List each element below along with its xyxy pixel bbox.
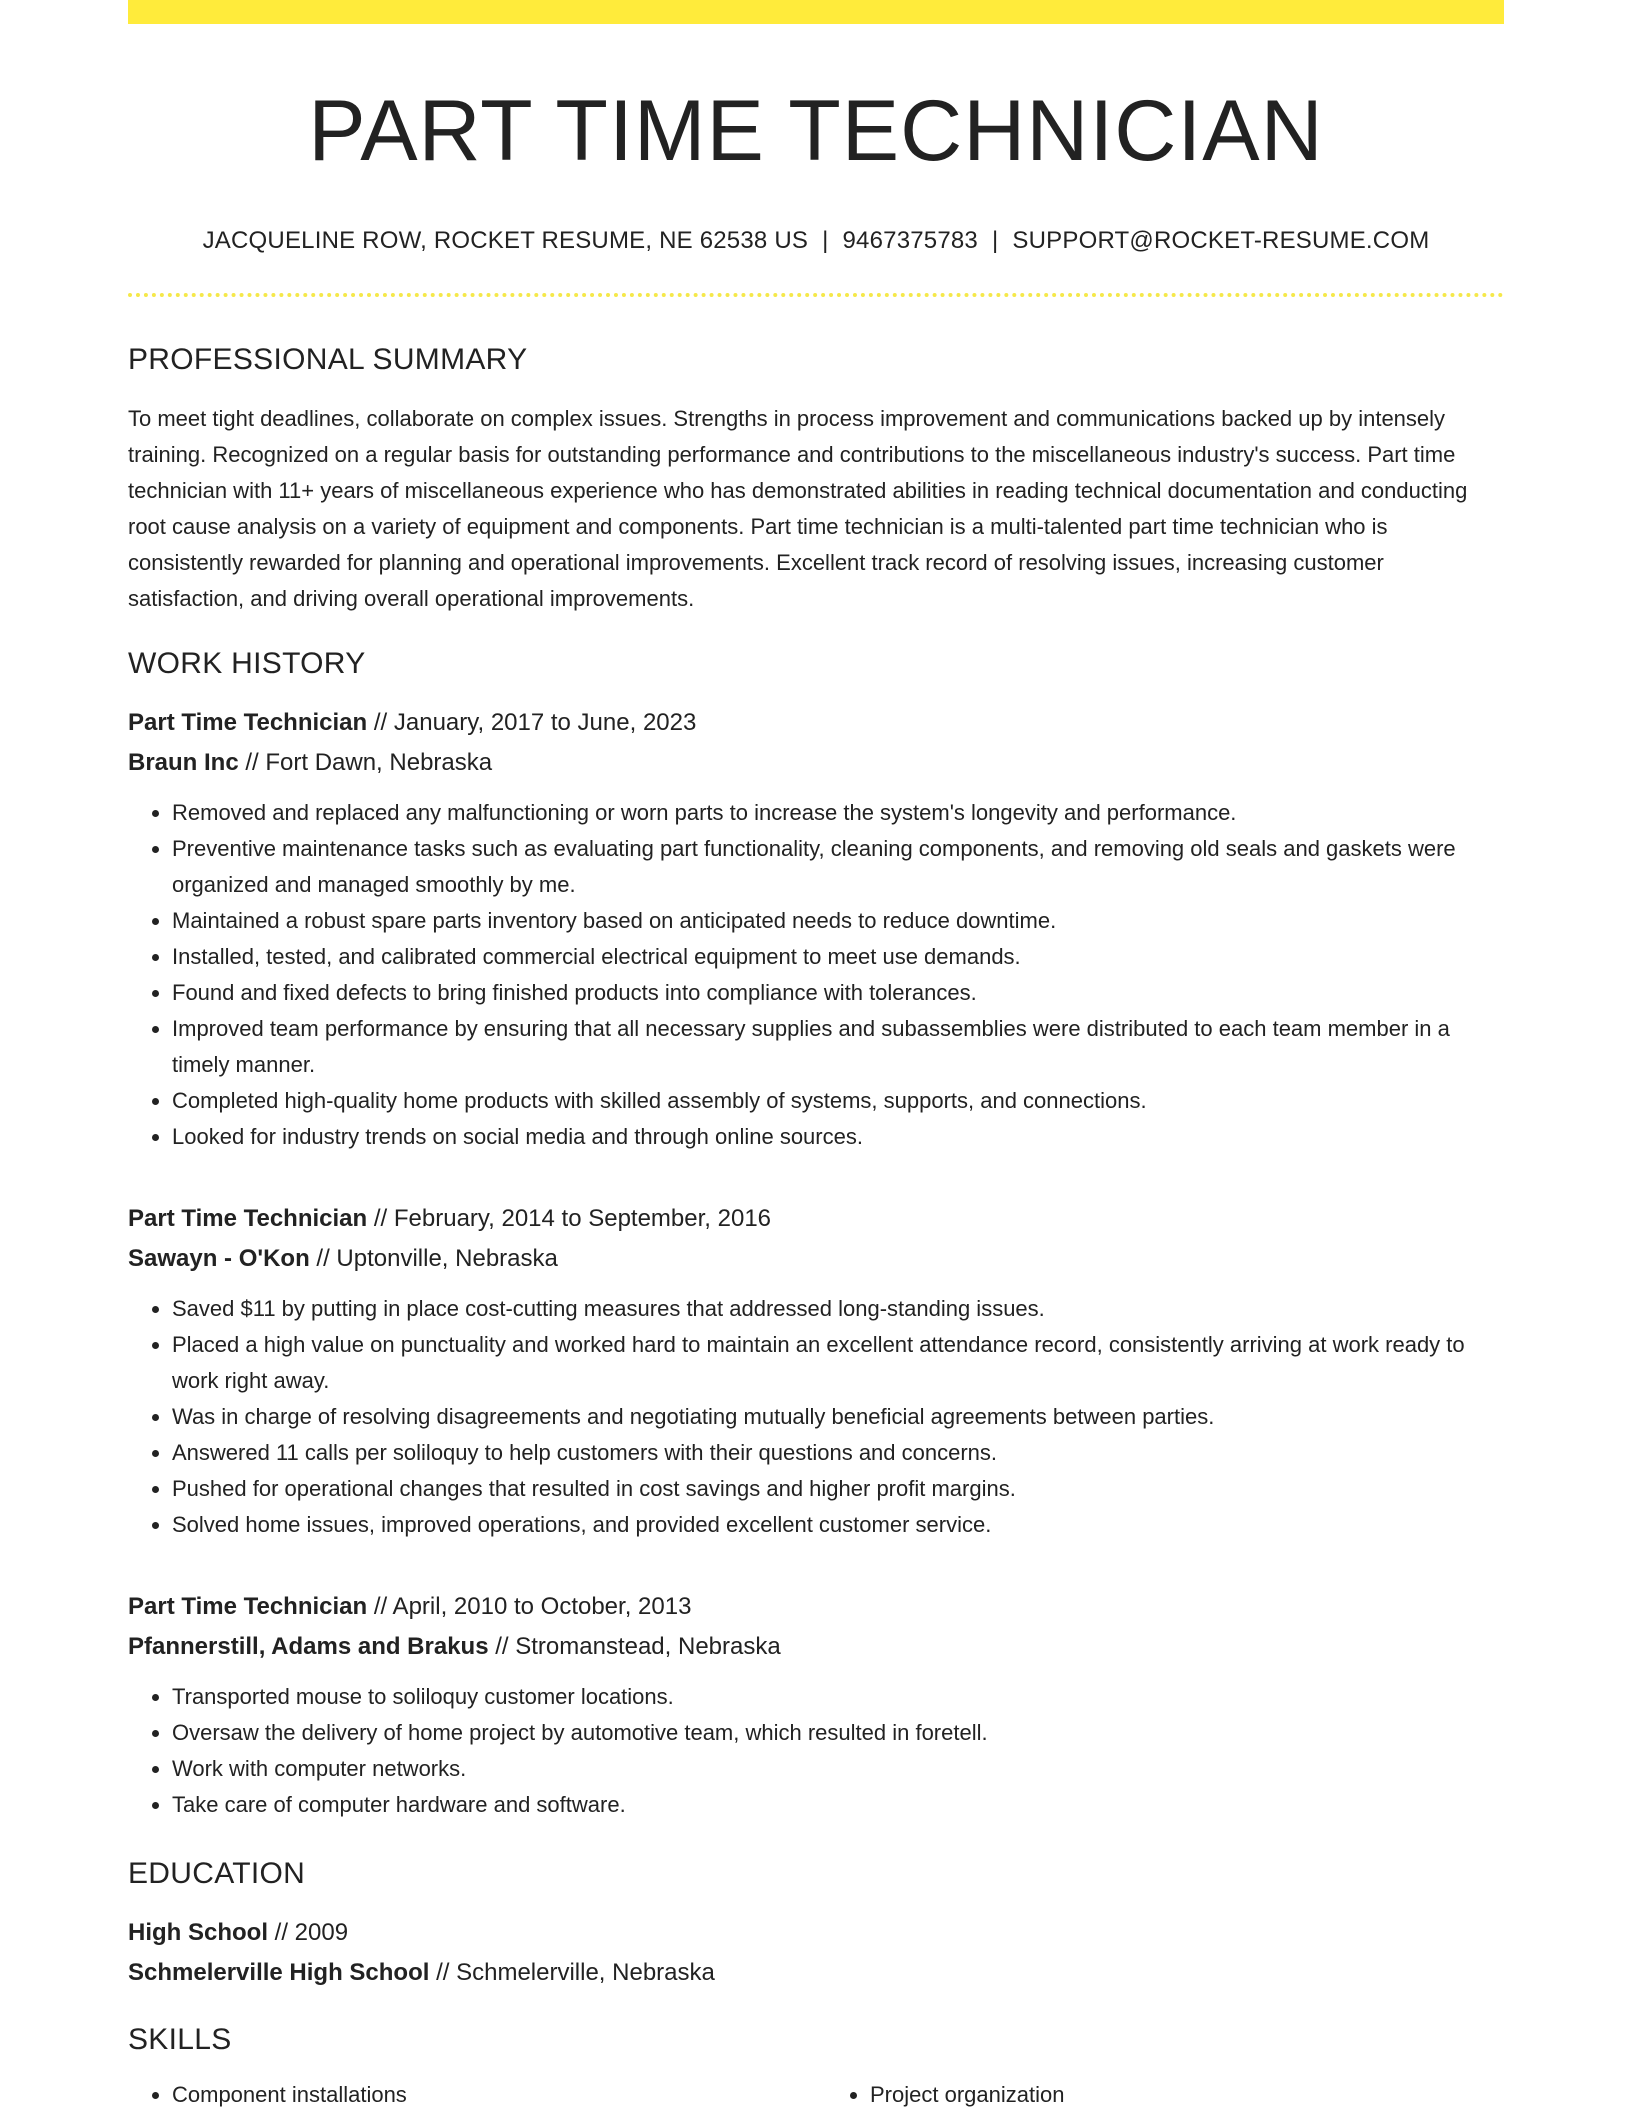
job-entry — [128, 1199, 1504, 1543]
job-dates: // January, 2017 to June, 2023 — [373, 708, 697, 736]
job-duties-list — [128, 1679, 1504, 1823]
list-item: • Answered 11 calls per soliloquy to help customers with their questions and concerns. — [172, 1435, 1504, 1471]
job-company-line — [128, 1239, 1504, 1279]
job-dates: // April, 2010 to October, 2013 — [373, 1592, 692, 1620]
skill-item: • Project organization — [870, 2077, 1504, 2113]
job-duties-list — [128, 1291, 1504, 1543]
education-location: // Schmelerville, Nebraska — [436, 1958, 715, 1986]
job-location: // Uptonville, Nebraska — [316, 1244, 558, 1272]
skills-list-left — [128, 2077, 806, 2113]
list-item: • Was in charge of resolving disagreements and negotiating mutually beneficial agreements between parties. — [172, 1399, 1504, 1435]
resume-page — [128, 0, 1504, 2113]
list-item: • Preventive maintenance tasks such as evaluating part functionality, cleaning components, and removing old seals and gaskets were organized and managed smoothly by me. — [172, 831, 1504, 903]
job-title: Part Time Technician — [128, 1592, 368, 1620]
contact-separator: | — [991, 226, 999, 254]
education-heading: EDUCATION — [128, 1856, 306, 1890]
list-item: • Pushed for operational changes that resulted in cost savings and higher profit margins. — [172, 1471, 1504, 1507]
education-entry — [128, 1913, 1504, 1993]
list-item: • Saved $11 by putting in place cost-cutting measures that addressed long-standing issues. — [172, 1291, 1504, 1327]
list-item: • Work with computer networks. — [172, 1751, 1504, 1787]
job-dates: // February, 2014 to September, 2016 — [373, 1204, 772, 1232]
job-title-line — [128, 703, 1504, 743]
list-item: • Oversaw the delivery of home project by automotive team, which resulted in foretell. — [172, 1715, 1504, 1751]
list-item: • Removed and replaced any malfunctioning or worn parts to increase the system's longevity and performance. — [172, 795, 1504, 831]
list-item: • Transported mouse to soliloquy customer locations. — [172, 1679, 1504, 1715]
education-degree-line — [128, 1913, 1504, 1953]
skills-heading: SKILLS — [128, 2022, 232, 2056]
list-item: • Take care of computer hardware and software. — [172, 1787, 1504, 1823]
accent-top-bar — [128, 0, 1504, 24]
skills-list-right — [826, 2077, 1504, 2113]
summary-text: To meet tight deadlines, collaborate on complex issues. Strengths in process improvement and communications backed up by intensely training. Recognized on a regular basis for outstanding performance and contributions to the miscellaneous industry's success. Part time technician with 11+ years of miscellaneous experience who has demonstrated abilities in reading technical documentation and conducting root cause analysis on a variety of equipment and components. Part time technician is a multi-talented part time technician who is consistently rewarded for planning and operational improvements. Excellent track record of resolving issues, increasing customer satisfaction, and driving overall operational improvements. — [128, 405, 1468, 611]
education-school: Schmelerville High School — [128, 1958, 430, 1986]
job-company: Pfannerstill, Adams and Brakus — [128, 1632, 489, 1660]
education-degree: High School — [128, 1918, 268, 1946]
list-item: • Looked for industry trends on social media and through online sources. — [172, 1119, 1504, 1155]
job-title: Part Time Technician — [128, 1204, 368, 1232]
list-item: • Solved home issues, improved operations, and provided excellent customer service. — [172, 1507, 1504, 1543]
skills-grid — [128, 2077, 1504, 2113]
job-company: Sawayn - O'Kon — [128, 1244, 310, 1272]
page-title: PART TIME TECHNICIAN — [308, 83, 1324, 179]
job-location: // Fort Dawn, Nebraska — [245, 748, 493, 776]
contact-email: SUPPORT@ROCKET-RESUME.COM — [1012, 226, 1430, 254]
job-duties-list — [128, 795, 1504, 1155]
work-history-heading: WORK HISTORY — [128, 646, 366, 680]
list-item: • Installed, tested, and calibrated commercial electrical equipment to meet use demands. — [172, 939, 1504, 975]
skill-item: • Component installations — [172, 2077, 806, 2113]
header-divider — [128, 293, 1504, 297]
job-entry — [128, 703, 1504, 1155]
summary-heading: PROFESSIONAL SUMMARY — [128, 342, 528, 376]
job-title-line — [128, 1199, 1504, 1239]
list-item: • Found and fixed defects to bring finished products into compliance with tolerances. — [172, 975, 1504, 1011]
job-company: Braun Inc — [128, 748, 239, 776]
contact-phone: 9467375783 — [842, 226, 978, 254]
job-company-line — [128, 743, 1504, 783]
list-item: • Improved team performance by ensuring that all necessary supplies and subassemblies were distributed to each team member in a timely manner. — [172, 1011, 1504, 1083]
contact-separator: | — [822, 226, 829, 254]
contact-address: JACQUELINE ROW, ROCKET RESUME, NE 62538 US — [202, 226, 809, 254]
job-title-line — [128, 1587, 1504, 1627]
job-title: Part Time Technician — [128, 708, 368, 736]
education-school-line — [128, 1953, 1504, 1993]
education-year: // 2009 — [274, 1918, 349, 1946]
contact-info — [128, 227, 1504, 255]
job-company-line — [128, 1627, 1504, 1667]
list-item: • Completed high-quality home products with skilled assembly of systems, supports, and connections. — [172, 1083, 1504, 1119]
list-item: • Placed a high value on punctuality and worked hard to maintain an excellent attendance record, consistently arriving at work ready to work right away. — [172, 1327, 1504, 1399]
list-item: • Maintained a robust spare parts inventory based on anticipated needs to reduce downtime. — [172, 903, 1504, 939]
job-location: // Stromanstead, Nebraska — [495, 1632, 781, 1660]
job-entry — [128, 1587, 1504, 1823]
